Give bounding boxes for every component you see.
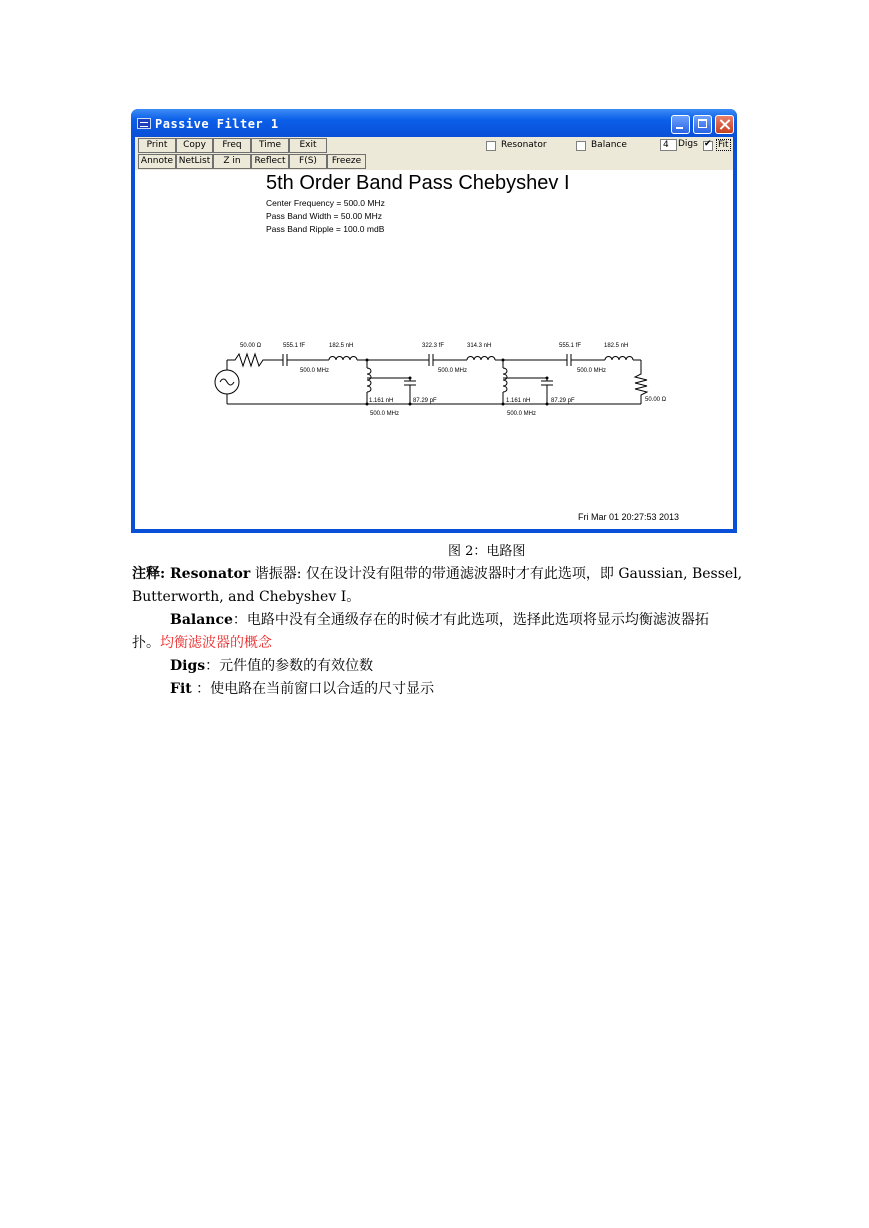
digs-line (170, 655, 373, 675)
filter-schematic (135, 170, 733, 529)
fit-line (170, 678, 434, 698)
load-r-label: 50.00 Ω (645, 397, 667, 403)
balance-concept-link[interactable]: 均衡滤波器的概念 (160, 635, 272, 651)
f3-label: 500.0 MHz (438, 368, 468, 374)
toolbar (135, 137, 733, 170)
maximize-button[interactable] (693, 115, 712, 134)
note-line-1 (132, 563, 742, 583)
netlist-button[interactable]: NetList (176, 154, 213, 169)
center-frequency-text: Center Frequency = 500.0 MHz (266, 198, 385, 208)
fit-label: Fit (718, 140, 729, 150)
inductor-l3 (467, 357, 495, 361)
fs-button[interactable]: F(S) (289, 154, 327, 169)
f4-label: 500.0 MHz (507, 411, 537, 417)
digs-input[interactable]: 4 (660, 139, 677, 151)
digs-label: Digs (678, 139, 698, 149)
window-client (135, 137, 733, 529)
inductor-l4 (503, 368, 507, 392)
plot-title: 5th Order Band Pass Chebyshev I (266, 172, 570, 194)
l5-label: 182.5 nH (604, 343, 629, 349)
freeze-button[interactable]: Freeze (327, 154, 366, 169)
window-titlebar[interactable] (131, 109, 737, 137)
l1-label: 182.5 nH (329, 343, 354, 349)
note-prefix: 注释: (132, 566, 171, 582)
digs-term: Digs (170, 658, 206, 674)
f1-label: 500.0 MHz (300, 368, 330, 374)
f2-label: 500.0 MHz (370, 411, 400, 417)
fit-checkbox[interactable] (703, 141, 713, 151)
fit-text: ：使电路在当前窗口以合适的尺寸显示 (191, 681, 435, 697)
inductor-l5 (605, 357, 633, 361)
note-text-1: 谐振器: 仅在设计没有阻带的带通滤波器时才有此选项，即 Gaussian, Bessel, (250, 566, 743, 582)
source-r-label: 50.00 Ω (240, 343, 262, 349)
fit-term: Fit (170, 681, 192, 697)
close-button[interactable] (715, 115, 734, 134)
reflect-button[interactable]: Reflect (251, 154, 289, 169)
passive-filter-window (131, 109, 737, 533)
balance-text-1: ：电路中没有全通级存在的时候才有此选项，选择此选项将显示均衡滤波器拓 (232, 612, 709, 628)
l4-label: 1.161 nH (506, 398, 531, 404)
source-resistor (227, 354, 283, 366)
zin-button[interactable]: Z in (213, 154, 251, 169)
balance-checkbox[interactable] (576, 141, 586, 151)
resonator-label: Resonator (501, 140, 547, 150)
pass-band-width-text: Pass Band Width = 50.00 MHz (266, 211, 382, 221)
balance-line-1 (170, 609, 709, 629)
figure-caption: 图 2：电路图 (448, 544, 526, 559)
timestamp: Fri Mar 01 20:27:53 2013 (578, 512, 680, 522)
c5-label: 555.1 fF (559, 343, 582, 349)
pass-band-ripple-text: Pass Band Ripple = 100.0 mdB (266, 224, 385, 234)
l2-label: 1.161 nH (369, 398, 394, 404)
plot-canvas (135, 170, 733, 529)
exit-button[interactable]: Exit (289, 138, 327, 153)
balance-line-2 (132, 632, 272, 652)
time-button[interactable]: Time (251, 138, 289, 153)
c1-label: 555.1 fF (283, 343, 306, 349)
resonator-term: Resonator (170, 566, 251, 582)
freq-button[interactable]: Freq (213, 138, 251, 153)
balance-label: Balance (591, 140, 627, 150)
annote-button[interactable]: Annote (138, 154, 176, 169)
balance-term: Balance (170, 612, 233, 628)
c3-label: 322.3 fF (422, 343, 445, 349)
inductor-l1 (329, 357, 357, 361)
minimize-button[interactable] (671, 115, 690, 134)
print-button[interactable]: Print (138, 138, 176, 153)
balance-text-2: 扑。 (132, 635, 160, 651)
l3-label: 314.3 nH (467, 343, 492, 349)
digs-text: ：元件值的参数的有效位数 (205, 658, 374, 674)
window-title: Passive Filter 1 (155, 117, 279, 131)
c4-label: 87.29 pF (551, 398, 575, 404)
app-icon (137, 118, 151, 129)
resonator-checkbox[interactable] (486, 141, 496, 151)
c2-label: 87.29 pF (413, 398, 437, 404)
note-line-2: Butterworth, and Chebyshev I。 (132, 589, 361, 605)
f5-label: 500.0 MHz (577, 368, 607, 374)
copy-button[interactable]: Copy (176, 138, 213, 153)
inductor-l2 (367, 368, 371, 392)
